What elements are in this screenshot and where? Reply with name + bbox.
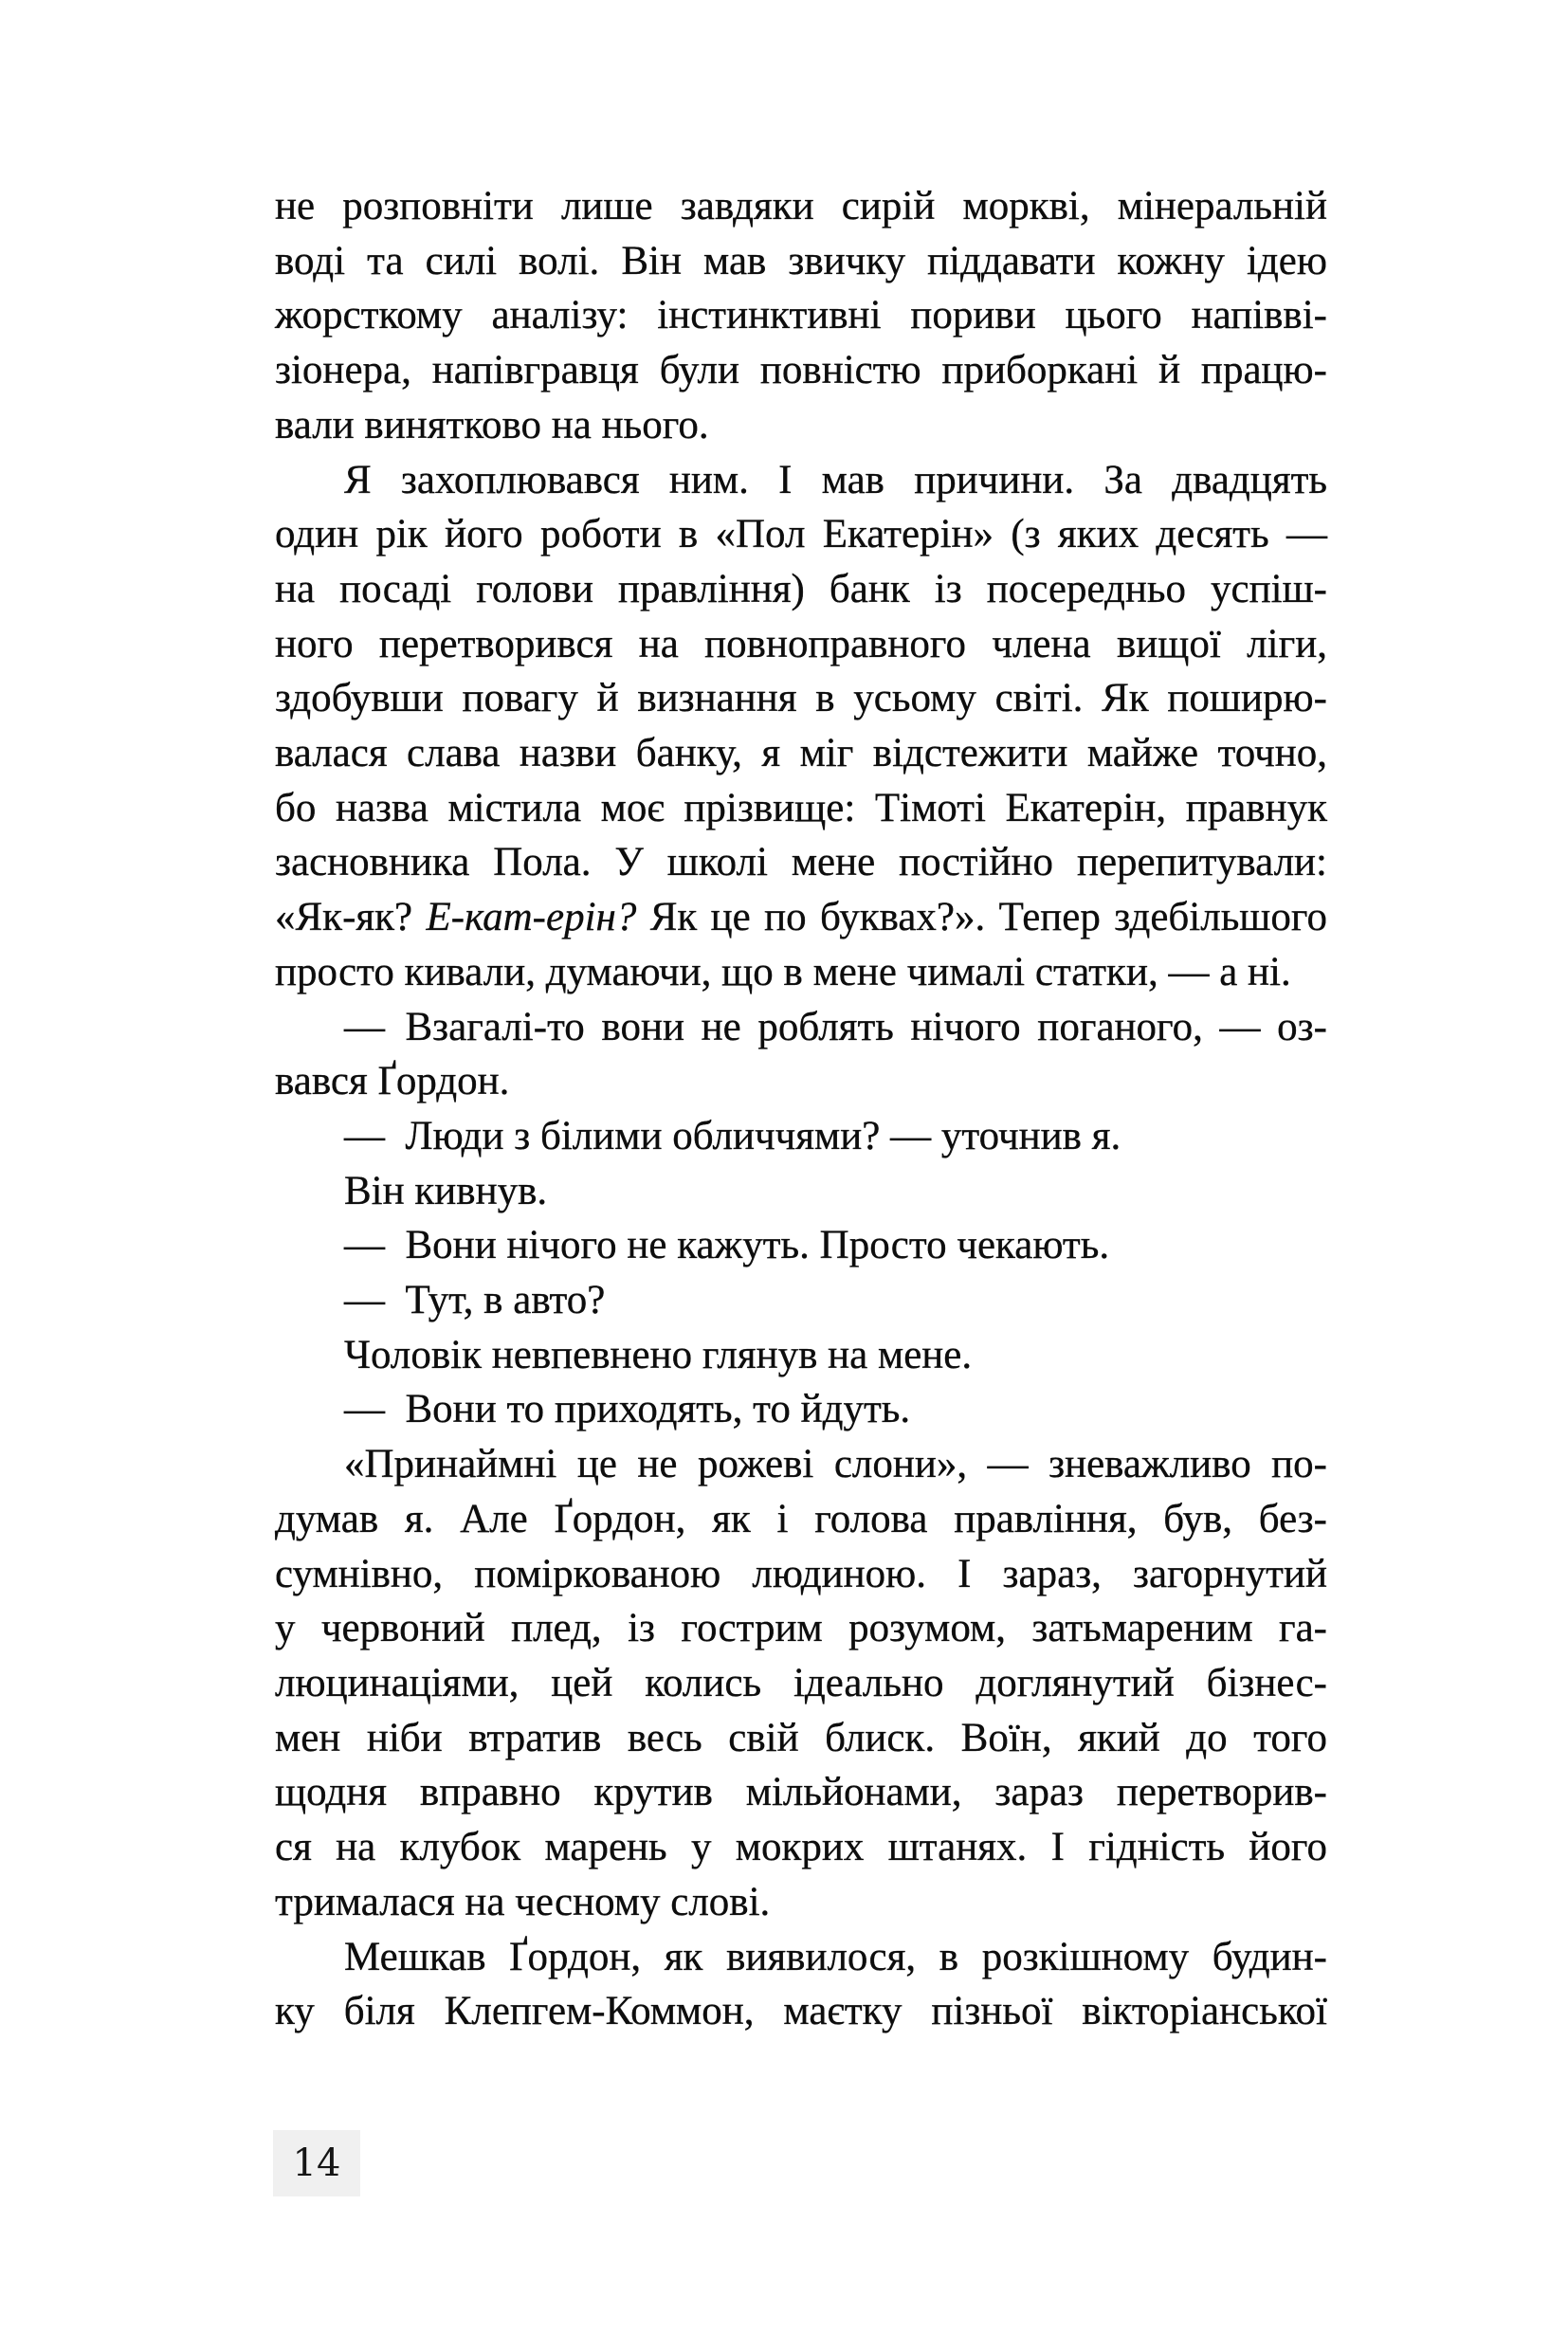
text-line: Я захоплювався ним. І мав причини. За двадцять (344, 457, 1327, 502)
text-line: — Тут, в авто? (344, 1278, 606, 1323)
text-line: думав я. Але Ґордон, як і голова правління, був, без- (275, 1496, 1327, 1541)
text-line: воді та силі волі. Він мав звичку піддавати кожну ідею (275, 238, 1327, 283)
paragraph (275, 1382, 1327, 1437)
page-text-block (275, 179, 1327, 2039)
text-line: у червоний плед, із гострим розумом, затьмареним га- (275, 1606, 1327, 1651)
text-line: бо назва містила моє прізвище: Тімоті Екатерін, правнук (275, 785, 1327, 830)
paragraph (275, 453, 1327, 1000)
text-line: вали винятково на нього. (275, 402, 709, 447)
paragraph (275, 1218, 1327, 1273)
text-line: один рік його роботи в «Пол Екатерін» (з яких десять — (275, 512, 1327, 557)
text-line: не розповніти лише завдяки сирій моркві, мінеральній (275, 184, 1327, 228)
text-line: жорсткому аналізу: інстинктивні пориви цього напівві- (275, 293, 1327, 338)
text-line: здобувши повагу й визнання в усьому світі. Як поширю- (275, 676, 1327, 721)
paragraph (275, 1437, 1327, 1929)
text-line: вався Ґордон. (275, 1059, 510, 1104)
text-line: — Взагалі-то вони не роблять нічого поганого, — оз- (344, 1004, 1327, 1049)
paragraph (275, 1930, 1327, 2039)
text-line: на посаді голови правління) банк із посередньо успіш- (275, 566, 1327, 611)
text-line: ку біля Клепгем-Коммон, маєтку пізньої вікторіанської (275, 1989, 1327, 2034)
paragraph (275, 1000, 1327, 1109)
text-line: — Вони то приходять, то йдуть. (344, 1387, 911, 1432)
text-line: трималася на чесному слові. (275, 1879, 771, 1924)
text-line: Чоловік невпевнено глянув на мене. (344, 1332, 973, 1377)
text-line: Він кивнув. (344, 1168, 548, 1213)
paragraph (275, 1164, 1327, 1219)
text-line: ного перетворився на повноправного члена вищої ліги, (275, 621, 1327, 666)
text-line: засновника Пола. У школі мене постійно перепитували: (275, 840, 1327, 885)
text-line: зіонера, напівгравця були повністю приборкані й працю- (275, 348, 1327, 393)
paragraph (275, 1273, 1327, 1328)
text-line: валася слава назви банку, я міг відстежити майже точно, (275, 731, 1327, 776)
text-line: «Як-як? Е-кат-ерін? Як це по буквах?». Тепер здебільшого (275, 895, 1327, 940)
text-line: — Вони нічого не кажуть. Просто чекають. (344, 1223, 1110, 1268)
page-number: 14 (292, 2141, 341, 2185)
text-line: просто кивали, думаючи, що в мене чималі статки, — а ні. (275, 949, 1291, 994)
text-line: «Принаймні це не рожеві слони», — зневажливо по- (344, 1442, 1327, 1487)
paragraph (275, 1328, 1327, 1383)
text-line: мен ніби втратив весь свій блиск. Воїн, який до того (275, 1715, 1327, 1760)
text-line: — Люди з білими обличчями? — уточнив я. (344, 1113, 1121, 1158)
paragraph (275, 1109, 1327, 1164)
text-line: Мешкав Ґордон, як виявилося, в розкішному будин- (344, 1934, 1327, 1979)
page-number-box (273, 2130, 360, 2196)
text-line: ся на клубок марень у мокрих штанях. І гідність його (275, 1825, 1327, 1870)
text-line: сумнівно, поміркованою людиною. І зараз, загорнутий (275, 1551, 1327, 1596)
text-line: люцинаціями, цей колись ідеально доглянутий бізнес- (275, 1660, 1327, 1705)
paragraph (275, 179, 1327, 453)
text-line: щодня вправно крутив мільйонами, зараз перетворив- (275, 1770, 1327, 1815)
